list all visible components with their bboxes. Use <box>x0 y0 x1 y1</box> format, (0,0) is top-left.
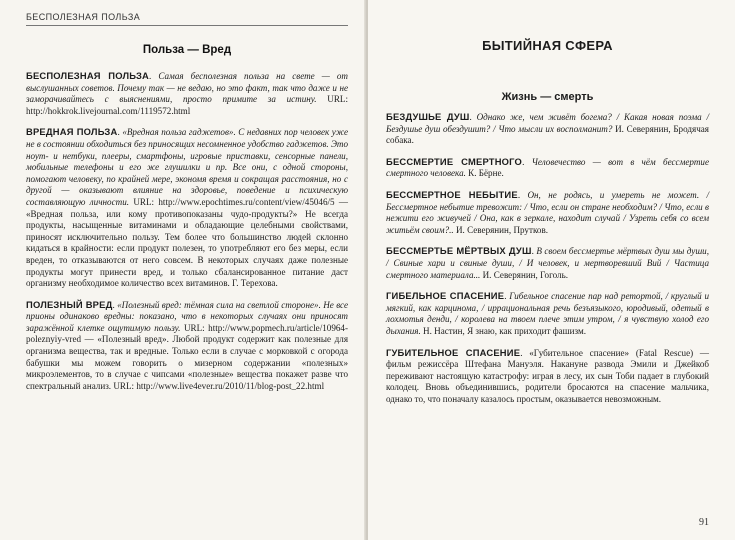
dictionary-entry <box>386 156 709 180</box>
entry-separator: . <box>469 112 477 122</box>
page-number: 91 <box>699 517 709 528</box>
entry-term: ГУБИТЕЛЬНОЕ СПАСЕНИЕ <box>386 346 521 358</box>
entry-term: ВРЕДНАЯ ПОЛЬЗА <box>26 126 118 138</box>
dictionary-entry <box>386 245 709 281</box>
entry-source: URL: http://www.epochtimes.ru/content/view/45046/5 — «Вредная польза, или кому противопоказаны чудо-продукты?» Не всегда продукты, насыщенные витаминами и обладающие целебными свойствами, приносят исключительно пользу. Тем более что большинство людей склонно кидаться в крайности: если продукт полезен, то употребляют его без меры, если вреден, то отказываются от него совсем. В некоторых случаях даже полезные продукты могут принести вред, и только сбалансированное питание даст организму необходимое количество всех витаминов. Г. Терехова. <box>26 196 348 289</box>
entry-source: И. Северянин, Гоголь. <box>480 269 568 280</box>
entry-separator: . <box>149 71 159 81</box>
dictionary-entry <box>386 290 709 337</box>
entry-term: БЕСПОЛЕЗНАЯ ПОЛЬЗА <box>26 70 150 81</box>
dictionary-entry <box>26 299 348 393</box>
entry-source: К. Бёрне. <box>465 168 504 179</box>
section-heading: Польза — Вред <box>142 44 232 56</box>
left-page <box>0 0 366 540</box>
chapter-title: БЫТИЙНАЯ СФЕРА <box>482 38 613 53</box>
entry-source: URL: http://www.popmech.ru/article/10964-poleznyiy-vred — «Полезный вред». Любой продукт содержит как полезные для организма вещества, так и вредные. Только если в случае с морковкой с огорода бабушки мы можем говорить о мизерном содержании «полезных» микроэлементов, то в случае с чипсами «полезные» вещества покажет разве что спектральный анализ. URL: http://www.live4ever.ru/2010/11/blog-post_22.html <box>26 322 348 391</box>
sub-heading: Жизнь — смерть <box>501 91 594 103</box>
entry-separator: . <box>531 246 537 257</box>
entry-quote: В своем бессмертье мёртвых душ мы души, / Свиные хари и свиные души, / И человек, и мертворевший Вий / Частица смертного материала... <box>386 246 709 280</box>
right-page <box>368 0 735 540</box>
entry-term: БЕССМЕРТНОЕ НЕБЫТИЕ <box>386 188 518 200</box>
entry-quote: «Вредная польза гаджетов». С недавних пор человек уже не в состоянии обходиться без приносящих несомненное удобство гаджетов. Это ноут- и нетбуки, плееры, смартфоны, игровые приставки, сенсорные панели, мобильные телефоны и его же глушилки и пр. Все они, с одной стороны, помогают человеку, по крайней мере, экономя время и сокращая расстояния, но с другой — оказывают влияние на здоровье, поведение и психическую составляющую личности. <box>26 127 349 207</box>
entry-separator: . <box>504 291 510 302</box>
entry-quote: Человечество — вот в чём бессмертие смертного человека. <box>386 156 709 179</box>
entry-quote: Однако же, чем живёт богема? / Какая новая поэма / Бездушье душ обездушит? / Что мысли их восполманит? <box>386 112 710 134</box>
entry-term: ПОЛЕЗНЫЙ ВРЕД <box>26 298 113 310</box>
dictionary-entry <box>386 347 709 406</box>
entry-quote: Гибельное спасение пар над ретортой, / круглый и мягкий, как карцинома, / иррациональная речь безъязыкого, юродивый, одетый в лохмотья денди, / королева на твоем плече этим утром, / я чувствую холод его дыхания. <box>386 291 709 336</box>
entry-term: БЕССМЕРТЬЕ МЁРТВЫХ ДУШ <box>386 245 532 257</box>
dictionary-entry <box>386 189 709 236</box>
entry-term: БЕССМЕРТИЕ СМЕРТНОГО <box>386 155 523 167</box>
entry-source: И. Северянин, Прутков. <box>453 224 549 235</box>
entry-separator: . <box>117 127 123 138</box>
entry-source: Н. Настин, Я знаю, как приходит фашизм. <box>420 325 587 336</box>
entry-term: ГИБЕЛЬНОЕ СПАСЕНИЕ <box>386 290 505 302</box>
entry-source: И. Северянин, Бродячая собака. <box>386 123 709 146</box>
entry-separator: . <box>520 347 530 358</box>
dictionary-entry <box>386 111 709 147</box>
entry-quote: Он, не родясь, и умереть не может. / Бессмертное небытие тревожит: / Что, если он стране необходим? / Что, если в нежити его живучей / Она, как в зеркале, находит случай / Узреть себя со всем житьём своим?.. <box>386 189 709 235</box>
dictionary-entry <box>26 70 348 117</box>
entry-source: URL: http://hokkrok.livejournal.com/1119572.html <box>26 94 348 116</box>
entry-term: БЕЗДУШЬЕ ДУШ <box>386 111 470 122</box>
entry-quote: Самая бесполезная польза на свете — от выслушанных советов. Почему так — не ведаю, но это факт, так что даже и не заморачивайтесь с выяснениями, просто примите за истину. <box>26 71 348 105</box>
entry-separator: . <box>522 156 532 167</box>
entry-separator: . <box>517 189 528 200</box>
running-head: БЕСПОЛЕЗНАЯ ПОЛЬЗА <box>26 12 348 26</box>
entry-separator: . <box>112 299 118 310</box>
entry-quote: «Полезный вред: тёмная сила на светлой стороне». Не все прионы одинаково вредны: показано, что в некоторых случаях они приносят заражённой клетке ощутимую пользу. <box>26 299 348 333</box>
dictionary-entry <box>26 126 348 289</box>
entry-source: «Губительное спасение» (Fatal Rescue) — фильм режиссёра Штефана Мануэля. Накануне развода Эмили и Джейкоб переживают настоящую катастрофу: играя в лесу, их сын Тоби падает в глубокий колодец. Вновь объединившись, родители бросаются на спасение мальчика, однако то, что поначалу казалось простым, оказывается невозможным. <box>386 347 710 404</box>
